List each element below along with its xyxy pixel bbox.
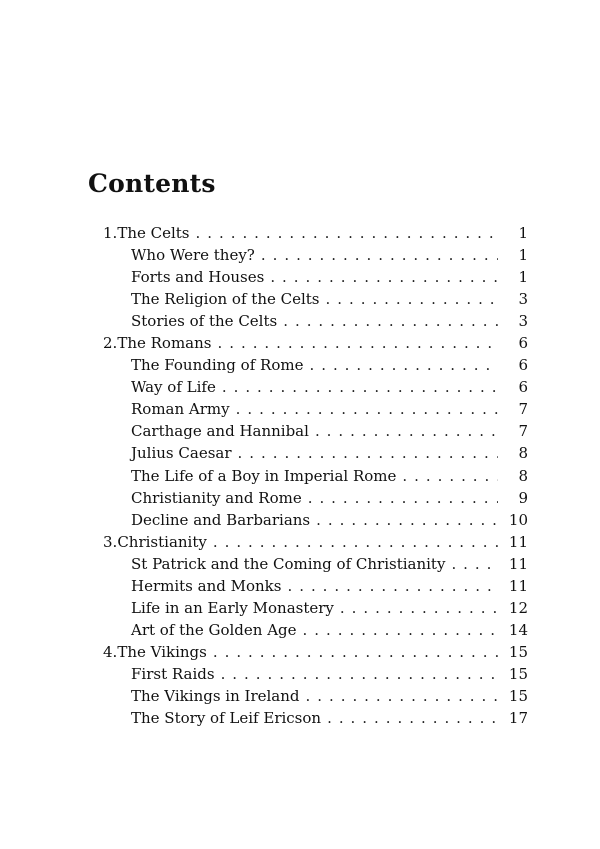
toc-section-entry[interactable] [103,288,528,310]
toc-section-entry[interactable] [103,707,528,729]
toc-entry-page-number: 6 [518,356,528,375]
toc-entry-page-number: 11 [508,576,528,595]
toc-chapter-entry[interactable] [103,222,528,244]
toc-entry-title: Carthage and Hannibal [131,422,309,441]
toc-entry-title: Art of the Golden Age [131,620,297,639]
toc-entry-page-number: 9 [518,488,528,507]
toc-dot-leader [326,288,499,310]
toc-dot-leader [261,244,498,266]
toc-entry-page-number: 1 [518,246,528,265]
toc-dot-leader [217,332,498,354]
toc-entry-page-number: 11 [508,554,528,573]
toc-dot-leader [327,707,498,729]
toc-chapter-entry[interactable] [103,332,528,354]
toc-entry-page-number: 6 [518,334,528,353]
toc-entry-page-number: 3 [518,290,528,309]
toc-section-entry[interactable] [103,575,528,597]
toc-entry-title: First Raids [131,664,215,683]
toc-dot-leader [451,553,498,575]
toc-entry-page-number: 15 [508,664,528,683]
toc-dot-leader [303,619,498,641]
toc-entry-title: The Religion of the Celts [131,290,320,309]
toc-entry-page-number: 14 [508,620,528,639]
toc-dot-leader [402,465,498,487]
contents-heading: Contents [88,168,216,198]
toc-section-entry[interactable] [103,354,528,376]
toc-entry-title: The Vikings [117,642,207,661]
toc-entry-title: The Celts [117,224,190,242]
toc-entry-page-number: 8 [518,466,528,485]
toc-entry-title: St Patrick and the Coming of Christianity [131,554,446,573]
toc-dot-leader [236,398,498,420]
toc-entry-number: 1. [103,224,118,242]
toc-entry-title: Decline and Barbarians [131,510,311,529]
toc-entry-number: 2. [103,334,118,353]
toc-entry-page-number: 12 [508,598,528,617]
toc-dot-leader [316,509,498,531]
toc-dot-leader [222,376,498,398]
toc-entry-title: Who Were they? [131,246,255,265]
toc-entry-page-number: 15 [508,642,528,661]
toc-entry-page-number: 15 [508,686,528,705]
table-of-contents [103,222,528,729]
toc-entry-number: 3. [103,532,118,551]
toc-section-entry[interactable] [103,244,528,266]
toc-section-entry[interactable] [103,619,528,641]
toc-dot-leader [213,531,498,553]
toc-entry-title: The Founding of Rome [131,356,304,375]
toc-entry-title: Julius Caesar [131,444,232,463]
toc-entry-title: Christianity [117,532,207,551]
toc-section-entry[interactable] [103,398,528,420]
toc-section-entry[interactable] [103,553,528,575]
toc-entry-page-number: 10 [508,510,528,529]
toc-entry-title: Hermits and Monks [131,576,282,595]
toc-entry-title: Roman Army [131,400,230,419]
toc-entry-title: Stories of the Celts [131,312,278,331]
toc-dot-leader [306,685,499,707]
toc-section-entry[interactable] [103,420,528,442]
toc-section-entry[interactable] [103,597,528,619]
toc-chapter-entry[interactable] [103,641,528,663]
toc-dot-leader [308,487,498,509]
toc-entry-page-number: 1 [518,268,528,287]
toc-dot-leader [238,442,498,464]
toc-section-entry[interactable] [103,376,528,398]
toc-section-entry[interactable] [103,685,528,707]
toc-entry-page-number: 7 [518,400,528,419]
toc-dot-leader [270,266,498,288]
toc-dot-leader [221,663,498,685]
toc-entry-title: The Romans [117,334,212,353]
toc-entry-title: Christianity and Rome [131,488,302,507]
toc-entry-title: Life in an Early Monastery [131,598,334,617]
toc-dot-leader [309,354,498,376]
toc-dot-leader [196,222,499,244]
toc-section-entry[interactable] [103,487,528,509]
toc-entry-title: Forts and Houses [131,268,265,287]
toc-section-entry[interactable] [103,509,528,531]
toc-section-entry[interactable] [103,442,528,464]
toc-entry-page-number: 7 [518,422,528,441]
toc-entry-page-number: 6 [518,378,528,397]
toc-entry-title: The Story of Leif Ericson [131,709,322,728]
toc-section-entry[interactable] [103,663,528,685]
toc-entry-page-number: 1 [518,224,528,242]
toc-dot-leader [315,420,498,442]
toc-entry-number: 4. [103,642,118,661]
toc-dot-leader [287,575,498,597]
toc-entry-page-number: 3 [518,312,528,331]
toc-dot-leader [213,641,498,663]
toc-entry-title: Way of Life [131,378,216,397]
toc-chapter-entry[interactable] [103,531,528,553]
toc-entry-page-number: 17 [508,709,528,728]
toc-entry-page-number: 11 [508,532,528,551]
toc-dot-leader [283,310,498,332]
toc-section-entry[interactable] [103,266,528,288]
toc-section-entry[interactable] [103,310,528,332]
toc-section-entry[interactable] [103,465,528,487]
toc-entry-title: The Vikings in Ireland [131,686,300,705]
toc-entry-title: The Life of a Boy in Imperial Rome [131,466,397,485]
toc-entry-page-number: 8 [518,444,528,463]
toc-dot-leader [340,597,498,619]
